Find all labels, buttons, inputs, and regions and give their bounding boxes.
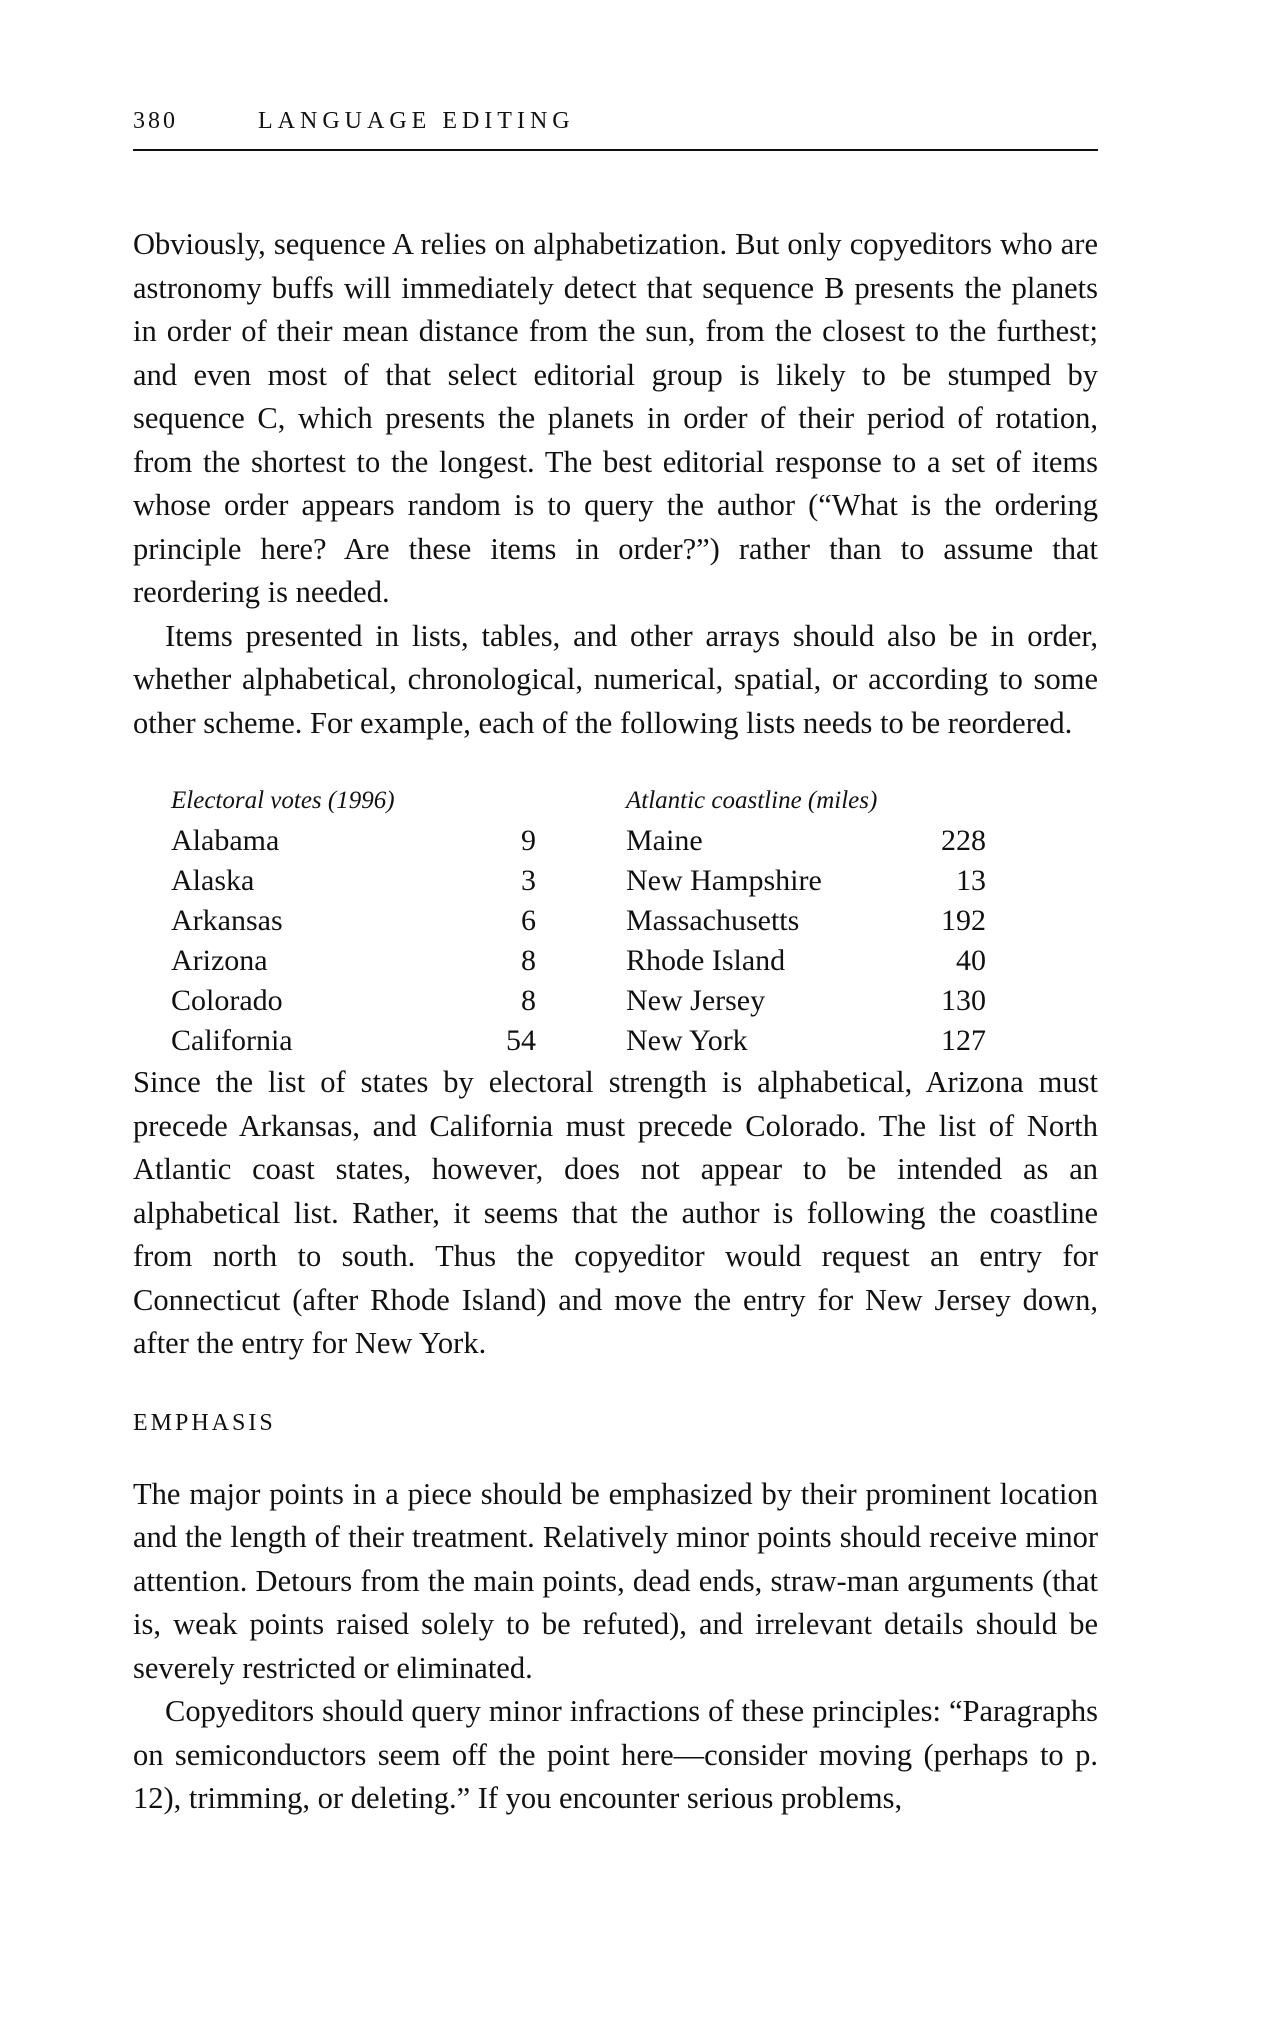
table-row (626, 981, 986, 1021)
state-name: Massachusetts (626, 904, 800, 937)
table-row (171, 981, 536, 1021)
table-row (171, 901, 536, 941)
state-value: 8 (521, 984, 536, 1017)
body-text (133, 223, 1098, 1821)
electoral-votes-table (171, 781, 536, 1061)
page-number: 380 (133, 108, 178, 134)
state-value: 127 (941, 1024, 986, 1057)
table-row (626, 941, 986, 981)
paragraph-query-infractions: Copyeditors should query minor infractions of these principles: “Paragraphs on semiconductors seem off the point here—consider moving (perhaps to p. 12), trimming, or deleting.” If you encounter serious problems, (133, 1694, 1098, 1815)
running-title: LANGUAGE EDITING (258, 108, 575, 134)
table-caption: Atlantic coastline (miles) (626, 787, 878, 814)
table-row (171, 941, 536, 981)
table-row (626, 861, 986, 901)
atlantic-coastline-table (626, 781, 986, 1061)
book-page (133, 108, 1098, 1821)
state-name: New Jersey (626, 984, 766, 1017)
state-value: 9 (521, 824, 536, 857)
state-value: 54 (506, 1024, 536, 1057)
state-value: 3 (521, 864, 536, 897)
state-name: Rhode Island (626, 944, 786, 977)
state-name: New Hampshire (626, 864, 822, 897)
state-name: Maine (626, 824, 703, 857)
table-row (171, 1021, 536, 1061)
paragraph-list-analysis: Since the list of states by electoral strength is alphabetical, Arizona must precede Arkansas, and California must precede Colorado. The list of North Atlantic coast states, however, does not appear to be intended as an alphabetical list. Rather, it seems that the author is following the coastline from north to south. Thus the copyeditor would request an entry for Connecticut (after Rhode Island) and move the entry for New Jersey down, after the entry for New York. (133, 1065, 1098, 1360)
table-caption-row (171, 781, 536, 821)
paragraph-lists-order: Items presented in lists, tables, and other arrays should also be in order, whether alphabetical, chronological, numerical, spatial, or according to some other scheme. For example, each of the following lists needs to be reordered. (133, 618, 1098, 740)
state-value: 6 (521, 904, 536, 937)
table-row (171, 821, 536, 861)
table-caption-row (626, 781, 986, 821)
state-value: 40 (956, 944, 986, 977)
table-row (626, 821, 986, 861)
section-heading: EMPHASIS (133, 1409, 276, 1436)
state-name: Arkansas (171, 904, 283, 937)
table-row (171, 861, 536, 901)
paragraph-ordering-principle: Obviously, sequence A relies on alphabetization. But only copyeditors who are astronomy buffs will immediately detect that sequence B presents the planets in order of their mean distance from the sun, from the closest to the furthest; and even most of that select editorial group is likely to be stumped by sequence C, which presents the planets in order of their period of rotation, from the shortest to the longest. The best editorial response to a set of items whose order appears random is to query the author (“What is the ordering principle here? Are these items in order?”) rather than to assume that reordering is needed. (133, 227, 1098, 609)
table-row (626, 901, 986, 941)
state-value: 8 (521, 944, 536, 977)
state-value: 130 (941, 984, 986, 1017)
state-value: 13 (956, 864, 986, 897)
state-name: Colorado (171, 984, 283, 1017)
state-name: New York (626, 1024, 748, 1057)
table-caption: Electoral votes (1996) (171, 787, 395, 814)
example-lists (171, 781, 1098, 1061)
state-value: 228 (941, 824, 986, 857)
table-row (626, 1021, 986, 1061)
state-value: 192 (941, 904, 986, 937)
paragraph-emphasis: The major points in a piece should be emphasized by their prominent location and the length of their treatment. Relatively minor points should receive minor attention. Detours from the main points, dead ends, straw-man arguments (that is, weak points raised solely to be refuted), and irrelevant details should be severely restricted or eliminated. (133, 1476, 1098, 1685)
state-name: California (171, 1024, 293, 1057)
state-name: Arizona (171, 944, 268, 977)
state-name: Alabama (171, 824, 280, 857)
running-head (133, 108, 1098, 151)
state-name: Alaska (171, 864, 255, 897)
